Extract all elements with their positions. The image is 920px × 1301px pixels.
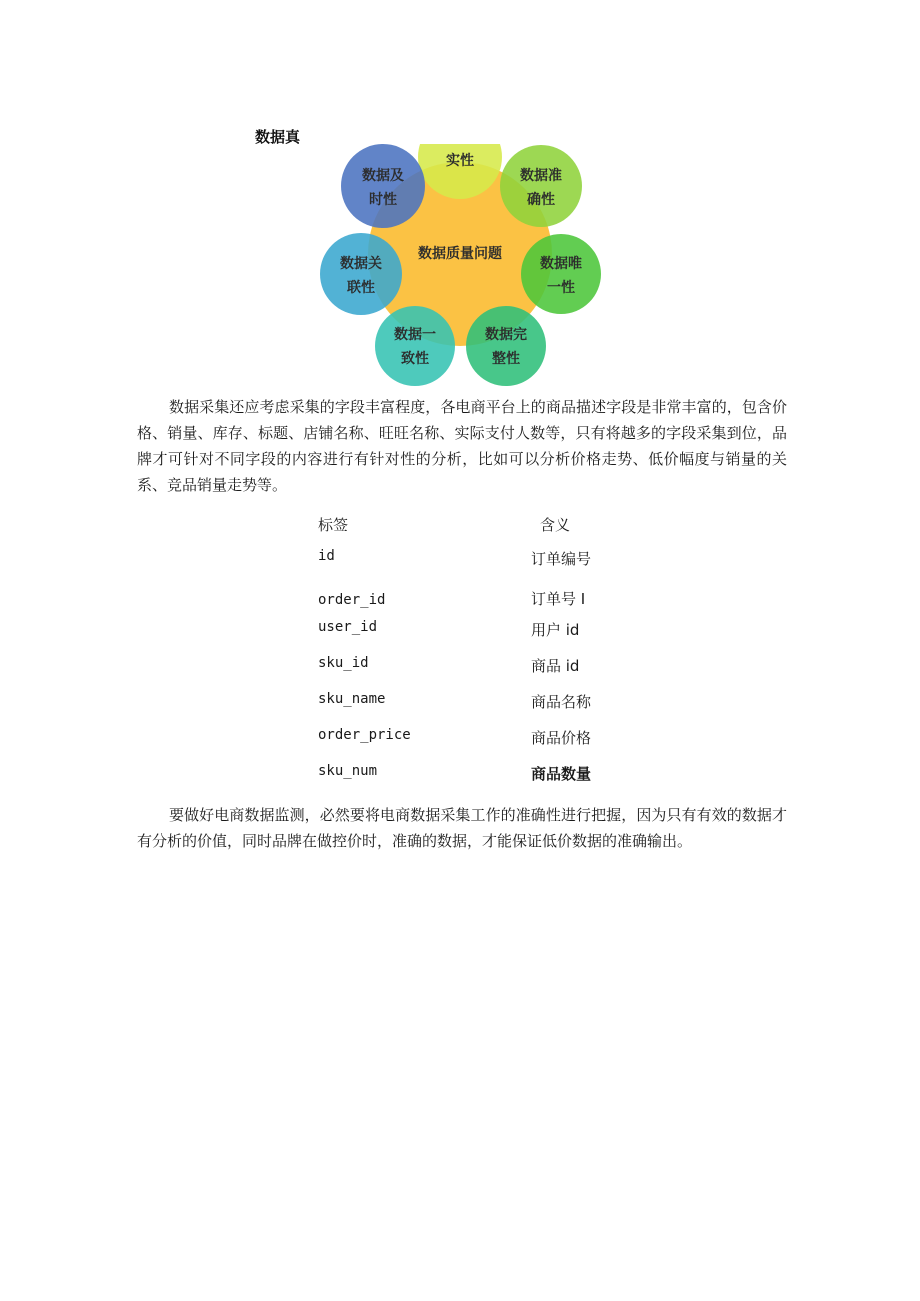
table-row-val: 商品名称 — [531, 693, 592, 711]
node-circle-consistency — [375, 306, 455, 386]
paragraph-accuracy: 要做好电商数据监测，必然要将电商数据采集工作的准确性进行把握，因为只有有效的数据才有分析的价值，同时品牌在做控价时，准确的数据，才能保证低价数据的准确输出。 — [137, 806, 787, 850]
center-label: 数据质量问题 — [418, 246, 502, 262]
table-row-key: sku_num — [318, 763, 378, 779]
table-row-val: 商品数量 — [531, 765, 592, 783]
table-row-key: user_id — [318, 619, 378, 635]
node-circle-completeness — [466, 306, 546, 386]
node-label-truth-1: 实性 — [446, 153, 474, 169]
node-label-accuracy-1: 数据准 — [520, 168, 562, 184]
table-header-label: 标签 — [318, 516, 349, 534]
data-quality-diagram — [255, 122, 615, 392]
node-label-consistency-1: 数据一 — [394, 327, 436, 343]
table-row-key: order_id — [318, 592, 386, 608]
table-row-val: 用户 id — [531, 621, 580, 639]
node-label-uniqueness-1: 数据唯 — [540, 256, 582, 272]
node-label-uniqueness-2: 一性 — [547, 280, 575, 296]
node-circle-accuracy — [500, 145, 582, 227]
node-label-relevance-1: 数据关 — [340, 256, 382, 272]
node-label-accuracy-2: 确性 — [527, 192, 555, 208]
diagram-caption: 数据真 — [255, 128, 301, 146]
node-label-consistency-2: 致性 — [401, 351, 429, 367]
node-circle-uniqueness — [521, 234, 601, 314]
node-label-completeness-2: 整性 — [492, 351, 520, 367]
node-label-relevance-2: 联性 — [347, 280, 375, 296]
table-header-meaning: 含义 — [540, 516, 571, 534]
node-label-timeliness-2: 时性 — [369, 192, 397, 208]
table-row-val: 商品 id — [531, 657, 580, 675]
table-row-key: sku_name — [318, 691, 386, 707]
table-row-key: id — [318, 548, 335, 564]
diagram-svg — [255, 122, 615, 392]
paragraph-field-richness: 数据采集还应考虑采集的字段丰富程度，各电商平台上的商品描述字段是非常丰富的，包含价格、销量、库存、标题、店铺名称、旺旺名称、实际支付人数等，只有将越多的字段采集到位，品牌才可针对不同字段的内容进行有针对性的分析，比如可以分析价格走势、低价幅度与销量的关系、竞品销量走势等。 — [137, 398, 787, 494]
node-circle-relevance — [320, 233, 402, 315]
table-row-val: 订单号 I — [531, 590, 586, 608]
table-row-key: sku_id — [318, 655, 369, 671]
table-row-val: 订单编号 — [531, 550, 592, 568]
node-label-completeness-1: 数据完 — [485, 327, 527, 343]
table-row-key: order_price — [318, 727, 411, 743]
table-row-val: 商品价格 — [531, 729, 592, 747]
node-label-timeliness-1: 数据及 — [362, 168, 404, 184]
node-circle-timeliness — [341, 144, 425, 228]
